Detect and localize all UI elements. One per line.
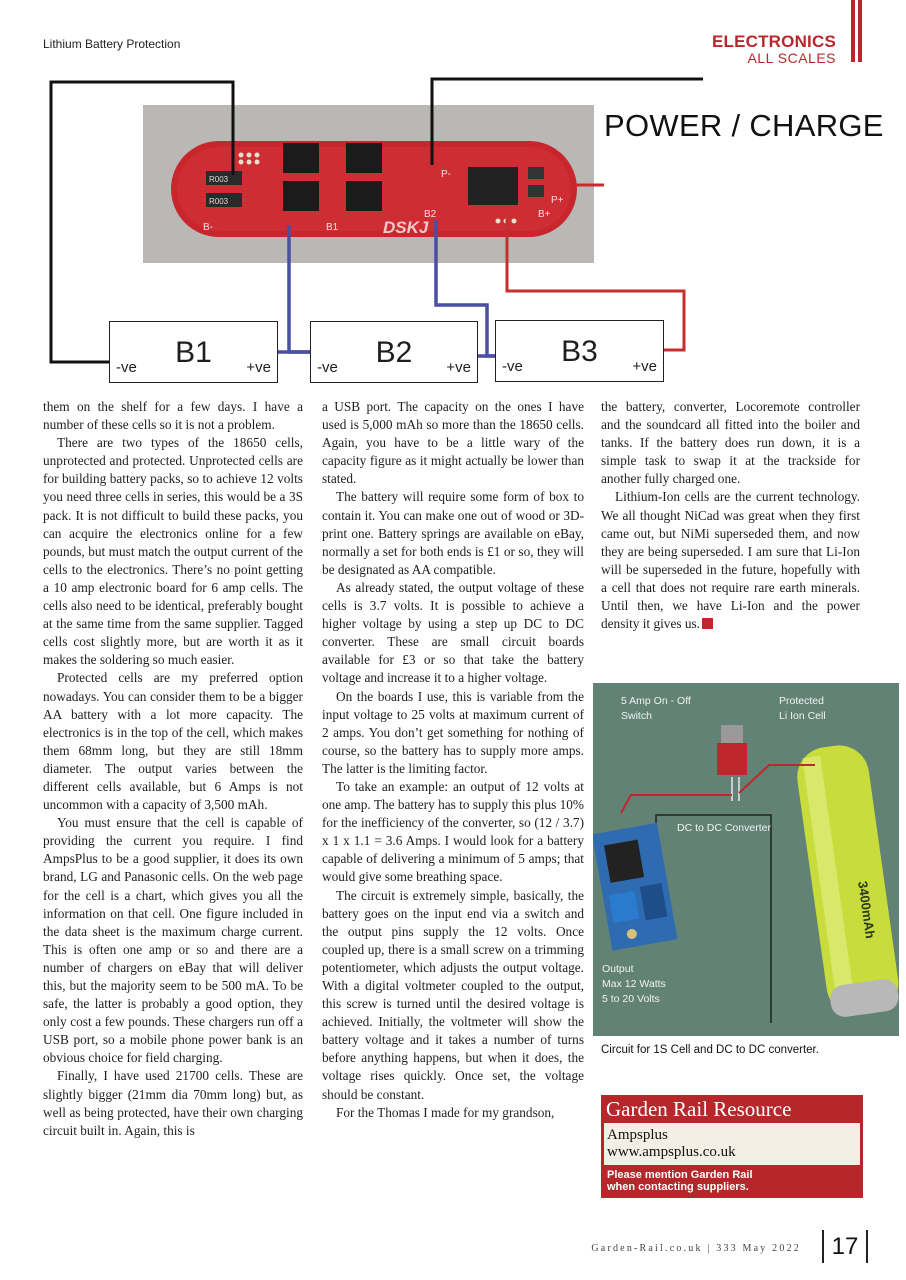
resource-body (601, 1123, 863, 1165)
paragraph: them on the shelf for a few days. I have a number of these cells so it is not a problem. (43, 399, 303, 433)
section-subtitle: ALL SCALES (747, 50, 836, 66)
resistor-marking: R003 (209, 197, 229, 206)
paragraph: Finally, I have used 21700 cells. These are slightly bigger (21mm dia 70mm long) but, as well as being protected, have their own charging circuit built in. Again, this is (43, 1068, 303, 1138)
resistor-marking: R003 (209, 175, 229, 184)
output-label-line3: 5 to 20 Volts (602, 993, 660, 1005)
resource-box (601, 1095, 863, 1210)
cell-b2 (310, 321, 478, 383)
pad-label: B+ (538, 209, 551, 220)
end-mark (702, 618, 713, 629)
output-label-line1: Output (602, 963, 634, 975)
paragraph: The battery will require some form of box to contain it. You can make one out of wood or 3D-print one. Battery springs are available on eBay, normally a set for both ends is £1 or so, they will be designated as AA compatible. (322, 489, 584, 577)
paragraph: The circuit is extremely simple, basically, the battery goes on the input end via a switch and the output pins supply the 12 volts. Once coupled up, there is a small screw on a trimming potentiometer, which adjusts the output voltage. With a digital voltmeter coupled to the output, this screw is turned until the desired voltage is achieved. Initially, the voltmeter will show the battery voltage and it takes a number of turns before anything happens, but when it does, the voltage rises quickly. Once set, the voltage should be constant. (322, 887, 584, 1102)
paragraph: For the Thomas I made for my grandson, (336, 1104, 555, 1120)
cell-name: B2 (375, 336, 413, 369)
page-footer: Garden-Rail.co.uk | 333 May 2022 (591, 1243, 801, 1254)
pad-label: B2 (424, 209, 437, 220)
resource-footer-text: Please mention (607, 1169, 691, 1181)
power-charge-label: POWER / CHARGE (604, 108, 884, 143)
cell-name: B3 (561, 335, 598, 368)
cell-negative-label: -ve (502, 358, 523, 375)
photo-caption: Circuit for 1S Cell and DC to DC converter. (601, 1044, 819, 1056)
paragraph: There are two types of the 18650 cells, unprotected and protected. Unprotected cells are for building battery packs, so to achieve 12 volts you need three cells in series, this would be a 3S pack. It is not difficult to build these packs, you can acquire the electronics online for a few pounds, but must match the output current of the cells to the electronics. There’s no point getting a 10 amp electronic board for 6 amp cells. The cells also need to be identical, preferably bought at the same time from the same supplier. Tagged cells cost slightly more, but are worth it as it makes the soldering so much easier. (43, 435, 303, 668)
resource-footer-brand: Garden Rail (690, 1169, 753, 1181)
wiring-diagram (0, 0, 906, 400)
paragraph: the battery, converter, Locoremote controller and the soundcard all fitted into the boiler and tanks. If the battery does run down, it is a simple task to swap it at the trackside for another fully charged one. (601, 399, 860, 487)
pad-label: B- (203, 222, 213, 233)
pad-label: P+ (551, 195, 564, 206)
section-title: ELECTRONICS (711, 32, 836, 51)
circuit-photo-image (593, 683, 899, 1036)
blue-wire (289, 225, 311, 352)
board-marking: DSKJ (383, 218, 429, 237)
paragraph (601, 488, 860, 633)
black-wire (51, 82, 233, 362)
cell-negative-label: -ve (317, 359, 338, 376)
cell-positive-label: +ve (632, 358, 657, 375)
paragraph: Protected cells are my preferred option nowadays. You can consider them to be a bigger AA battery with a lot more capacity. The electronics is in the top of the cell, which makes them 68mm long, but they are still 18mm diameter. The output varies between the different cells available, but 6 Amps is not uncommon with a capacity of 3,500 mAh. (43, 670, 303, 813)
output-label-line2: Max 12 Watts (602, 978, 666, 990)
paragraph: You must ensure that the cell is capable of providing the current you require. I find AmpsPlus to be a good supplier, it does its own brand, LG and Panasonic cells. On the web page for the cell is a chart, which gives you all the information on that cell. One figure included in the data sheet is the maximum charge current. This is often one amp or so and there are a number of chargers on eBay that will deliver this, but the majority seem to be 500 mA. To be safe, the latter is probably a good option, they only cost a few pounds. These chargers run off a USB port, so a mobile phone power bank is an obvious choice for field charging. (43, 815, 303, 1066)
resource-footer-text: when contacting suppliers. (607, 1181, 749, 1193)
switch-label-line2: Switch (621, 710, 652, 722)
cell-negative-label: -ve (116, 359, 137, 376)
cell-label-line1: Protected (779, 695, 824, 707)
cell-b1 (109, 321, 278, 383)
article-column-3 (601, 398, 860, 633)
cell-capacity-print: 3400mAh (855, 880, 879, 940)
resource-footer (601, 1165, 863, 1198)
paragraph-text: Lithium-Ion cells are the current technology. We all thought NiCad was great when they first came out, but NiMi superseded them, and now they are being superseded. I am sure that Li-Ion will be superseded in the future, hopefully with a cell that does not require rare earth minerals. Until then, we have Li-Ion and the power density it gives us. (601, 489, 860, 632)
circuit-photo (593, 683, 899, 1036)
paragraph: a USB port. The capacity on the ones I have used is 5,000 mAh so more than the 18650 cells. Again, you have to be a little wary of the capacity figure as it might actually be lower than stated. (322, 399, 584, 487)
article-column-1 (43, 398, 303, 1140)
running-title: Lithium Battery Protection (43, 37, 181, 51)
pad-label: B1 (326, 222, 339, 233)
switch-label-line1: 5 Amp On - Off (621, 695, 691, 707)
cell-positive-label: +ve (446, 359, 471, 376)
cell-label-line2: Li Ion Cell (779, 710, 826, 722)
resource-title: Garden Rail Resource (601, 1095, 863, 1123)
paragraph: As already stated, the output voltage of these cells is 3.7 volts. It is possible to achieve a higher voltage by using a step up DC to DC converter. These are small circuit boards available for £3 or so that take the battery voltage and increase it to a higher voltage. (322, 579, 584, 686)
paragraph: To take an example: an output of 12 volts at one amp. The battery has to supply this plus 10% for the inefficiency of the converter, so (12 / 3.7) x 1 x 1.1 = 3.6 Amps. I would look for a battery capable of delivering a minimum of 5 amps; that would give some breathing space. (322, 778, 584, 885)
paragraph: On the boards I use, this is variable from the input voltage to 25 volts at maximum current of 2 amps. You don’t get something for nothing of course, so the battery has to supply more amps. The latter is the limiting factor. (322, 688, 584, 776)
supplier-url[interactable]: www.ampsplus.co.uk (607, 1144, 736, 1160)
cell-positive-label: +ve (246, 359, 271, 376)
cell-name: B1 (175, 336, 212, 369)
page-number: 17 (822, 1230, 868, 1263)
supplier-name: Ampsplus (607, 1127, 668, 1143)
article-column-2 (322, 398, 584, 1122)
cell-b3 (495, 320, 664, 382)
pad-label: P- (441, 169, 451, 180)
converter-label: DC to DC Converter (677, 822, 771, 834)
